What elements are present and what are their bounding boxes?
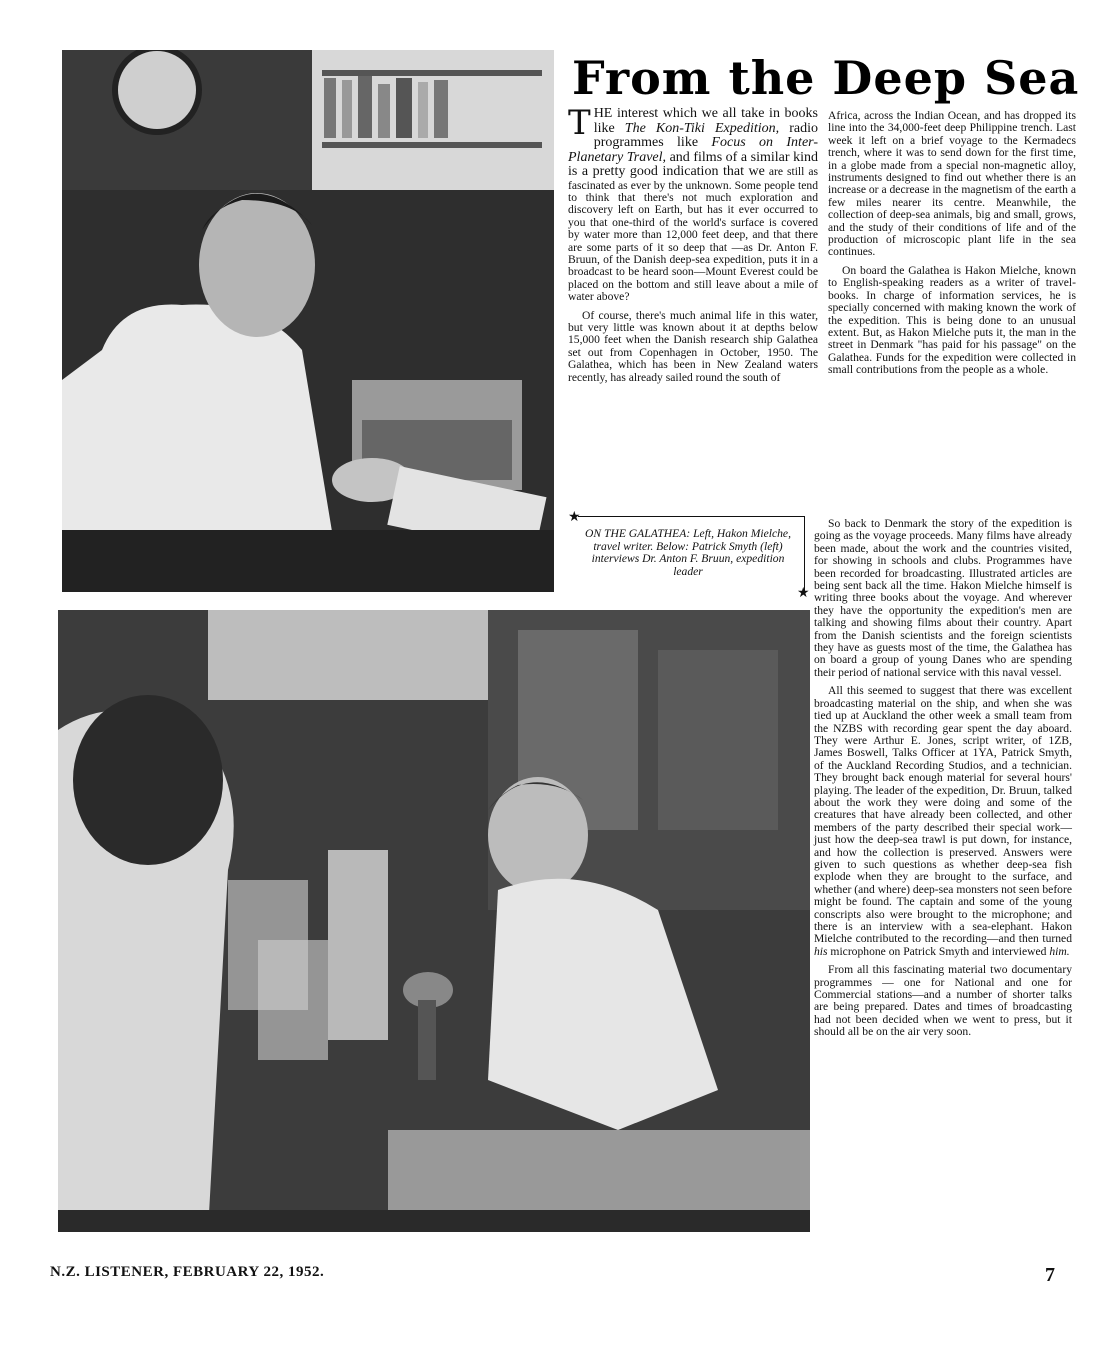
emphasis-his: his xyxy=(814,944,828,958)
drop-cap: T xyxy=(568,103,591,143)
photo-hakon-mielche-typewriter xyxy=(62,50,554,592)
lead-text-3: and films of a similar kind is a pretty good indication that we xyxy=(568,149,818,179)
photo-bottom-illustration xyxy=(58,610,810,1232)
photo-top-illustration xyxy=(62,50,554,592)
paragraph: So back to Denmark the story of the expedition is going as the voyage proceeds. Many films have already been made, about the work and the countries visited, for showing in schools and clubs. Programmes have been recorded for broadcasting. Illustrated articles are being sent back all the time. Hakon Mielche himself is writing three books about the voyage. And wherever they have the opportunity the expedition's men are talking and showing films about their country. Apart from the Danish scientists and the foreign scientists they have as guests most of the time, the Galathea has on board a group of young Danes who are spending their period of national service with this naval vessel. xyxy=(814,517,1072,679)
paragraph-text-2: microphone on Patrick Smyth and interviewed xyxy=(827,944,1050,958)
photo-smyth-interviews-bruun xyxy=(58,610,810,1232)
photo-caption: ON THE GALATHEA: Left, Hakon Mielche, travel writer. Below: Patrick Smyth (left) interviews Dr. Anton F. Bruun, expedition leader xyxy=(585,527,791,578)
publication-footer: N.Z. LISTENER, FEBRUARY 22, 1952. xyxy=(50,1264,325,1280)
article-column-2 xyxy=(828,110,1076,383)
paragraph: On board the Galathea is Hakon Mielche, known to English-speaking readers as a writer of travel-books. In charge of information services, he is specially concerned with making known the work of the expedition. This is being done to an unusual extent. But, as Hakon Mielche puts it, the man in the street in Denmark "has paid for his passage" on the Galathea. Funds for the expedition were collected in small contributions from the people as a whole. xyxy=(828,263,1076,377)
article-column-1 xyxy=(568,103,819,390)
lead-programme-title: Focus on Inter-Planetary Travel, xyxy=(568,135,818,165)
caption-rule-right xyxy=(804,516,805,592)
star-ornament-right: ★ xyxy=(797,585,810,601)
lead-text-2: radio programmes like xyxy=(593,120,819,150)
paragraph-text-1: All this seemed to suggest that there was excellent broadcasting material on the ship, and when she was tied up at Auckland the other week a small team from the NZBS with recording gear spent the day aboard. They were Arthur E. Jones, script writer, of 1ZB, James Boswell, Talks Officer at 1YA, Patrick Smyth, of the Auckland Recording Studios, and a technician. They brought back enough material for several hours' playing. The leader of the expedition, Dr. Bruun, talked about the work they were doing and some of the creatures that have already been collected, and other members of the party described their special work—just how the deep-sea trawl is put down, for instance, and how the collection is preserved. Answers were given to such questions as whether deep-sea fish explode when they are brought to the surface, and whether (and where) deep-sea monsters not seen before might be found. The captain and some of the young conscripts also were brought to the microphone; and there is an interview with a sea-elephant. Hakon Mielche contributed to the recording—and then turned xyxy=(814,684,1072,946)
paragraph: From all this fascinating material two documentary programmes — one for National and one for Commercial stations—and a number of shorter talks are being prepared. Dates and times of broadcasting had not been decided when we went to press, but it should all be on the air very soon. xyxy=(814,963,1072,1039)
page-number: 7 xyxy=(1045,1264,1055,1286)
paragraph: Africa, across the Indian Ocean, and has dropped its line into the 34,000-feet deep Philippine trench. Last week it left on a brief voyage to the Kermadecs trench, where it was to send down for the first time, in a globe made from a special non-magnetic alloy, instruments designed to find out whether there is an increase or a decrease in the magnetism of the earth a few miles nearer its centre. Meanwhile, the collection of deep-sea animals, big and small, grows, and the study of their conditions of life and of the production of microscopic plant life in the sea continues. xyxy=(828,109,1076,259)
lead-text-1: HE interest which we all take in books like xyxy=(593,106,818,136)
lead-book-title: The Kon-Tiki Expedition, xyxy=(624,120,780,136)
lead-rest: are still as fascinated as ever by the unknown. Some people tend to think that there's not much exploration and discovery left on Earth, but has it ever occurred to you that one-third of the world's surface is covered by water more than 12,000 feet deep, and that there are some parts of it so deep that —as Dr. Anton F. Bruun, of the Danish deep-sea expedition, puts it in a broadcast to be heard soon—Mount Everest could be placed on the bottom and still leave about a mile of water above? xyxy=(568,165,818,304)
paragraph xyxy=(814,685,1072,958)
emphasis-him: him. xyxy=(1049,944,1070,958)
article-title: From the Deep Sea xyxy=(572,51,1080,105)
paragraph: Of course, there's much animal life in this water, but very little was known about it at depths below 15,000 feet when the Danish research ship Galathea set out from Copenhagen in October, 1950. The Galathea, which has been in New Zealand waters recently, has already sailed round the south of xyxy=(568,308,818,384)
article-column-3 xyxy=(814,518,1072,1045)
star-ornament-left: ★ xyxy=(568,509,581,525)
caption-rule-top xyxy=(578,516,804,517)
photo-caption-box xyxy=(568,509,810,601)
lead-paragraph xyxy=(568,103,819,304)
